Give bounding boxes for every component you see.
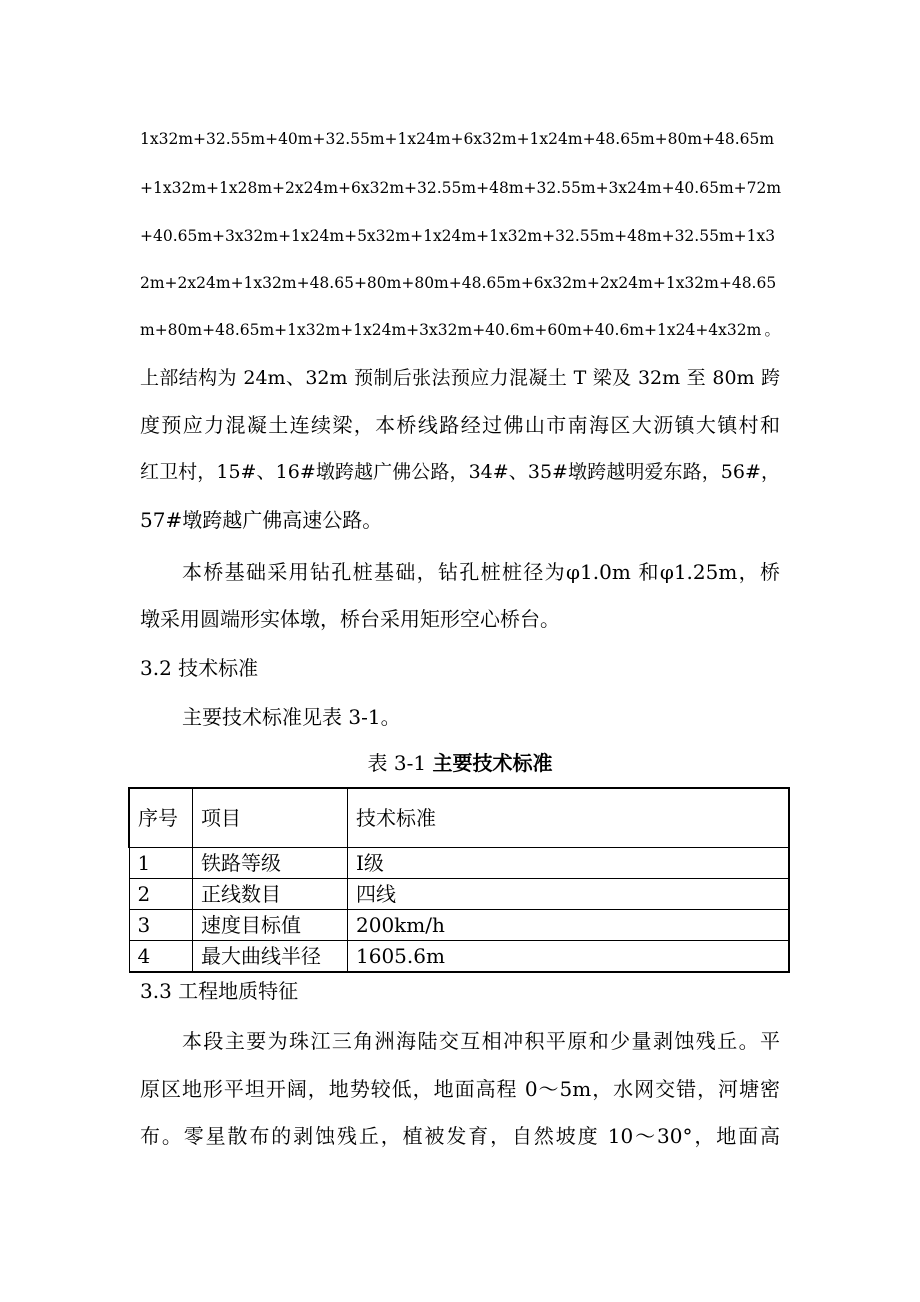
paragraph-line: 度预应力混凝土连续梁，本桥线路经过佛山市南海区大沥镇大镇村和 <box>140 413 780 437</box>
table-cell: 1 <box>129 848 193 879</box>
table-row <box>129 910 789 941</box>
table-cell: 速度目标值 <box>193 910 348 941</box>
paragraph-line: +1x32m+1x28m+2x24m+6x32m+32.55m+48m+32.55m+3x24m+40.65m+72m <box>140 179 782 197</box>
section-heading-3-3: 3.3 工程地质特征 <box>140 979 299 1003</box>
table-caption <box>0 748 920 778</box>
section-heading-3-2: 3.2 技术标准 <box>140 656 259 680</box>
paragraph-line: 2m+2x24m+1x32m+48.65+80m+80m+48.65m+6x32m+2x24m+1x32m+48.65 <box>140 274 777 292</box>
table-cell: 四线 <box>348 879 790 910</box>
table-cell: 铁路等级 <box>193 848 348 879</box>
paragraph-line: 墩采用圆端形实体墩，桥台采用矩形空心桥台。 <box>140 607 560 631</box>
paragraph-line: 本段主要为珠江三角洲海陆交互相冲积平原和少量剥蚀残丘。平 <box>182 1029 780 1053</box>
table-header-row <box>129 788 789 848</box>
paragraph-line: 57#墩跨越广佛高速公路。 <box>140 508 383 532</box>
header-cell-number: 序号 <box>129 788 193 848</box>
paragraph-line: 1x32m+32.55m+40m+32.55m+1x24m+6x32m+1x24m+48.65m+80m+48.65m <box>140 130 775 148</box>
table-cell: 200km/h <box>348 910 790 941</box>
paragraph-line: 布。零星散布的剥蚀残丘，植被发育，自然坡度 10～30°，地面高 <box>140 1124 780 1148</box>
table-caption-title: 主要技术标准 <box>432 751 553 775</box>
table-cell: Ⅰ级 <box>348 848 790 879</box>
paragraph-line: 红卫村，15#、16#墩跨越广佛公路，34#、35#墩跨越明爱东路，56#， <box>140 461 780 483</box>
technical-standards-table <box>128 787 790 973</box>
table-cell: 最大曲线半径 <box>193 941 348 973</box>
table-row <box>129 848 789 879</box>
header-cell-standard: 技术标准 <box>348 788 790 848</box>
table-caption-number: 表 3-1 <box>367 751 433 775</box>
paragraph-line: m+80m+48.65m+1x32m+1x24m+3x32m+40.6m+60m+40.6m+1x24+4x32m。 <box>140 321 780 339</box>
paragraph-line: 本桥基础采用钻孔桩基础，钻孔桩桩径为φ1.0m 和φ1.25m，桥 <box>182 560 780 584</box>
paragraph-line: 原区地形平坦开阔，地势较低，地面高程 0～5m，水网交错，河塘密 <box>140 1077 780 1101</box>
header-cell-item: 项目 <box>193 788 348 848</box>
table-cell: 4 <box>129 941 193 973</box>
table-row <box>129 941 789 973</box>
table-cell: 2 <box>129 879 193 910</box>
table-cell: 正线数目 <box>193 879 348 910</box>
paragraph-line: 上部结构为 24m、32m 预制后张法预应力混凝土 T 梁及 32m 至 80m 跨 <box>140 367 780 389</box>
table-cell: 1605.6m <box>348 941 790 973</box>
table-cell: 3 <box>129 910 193 941</box>
table-row <box>129 879 789 910</box>
paragraph-line: +40.65m+3x32m+1x24m+5x32m+1x24m+1x32m+32.55m+48m+32.55m+1x3 <box>140 227 776 245</box>
paragraph-line: 主要技术标准见表 3-1。 <box>182 705 401 729</box>
